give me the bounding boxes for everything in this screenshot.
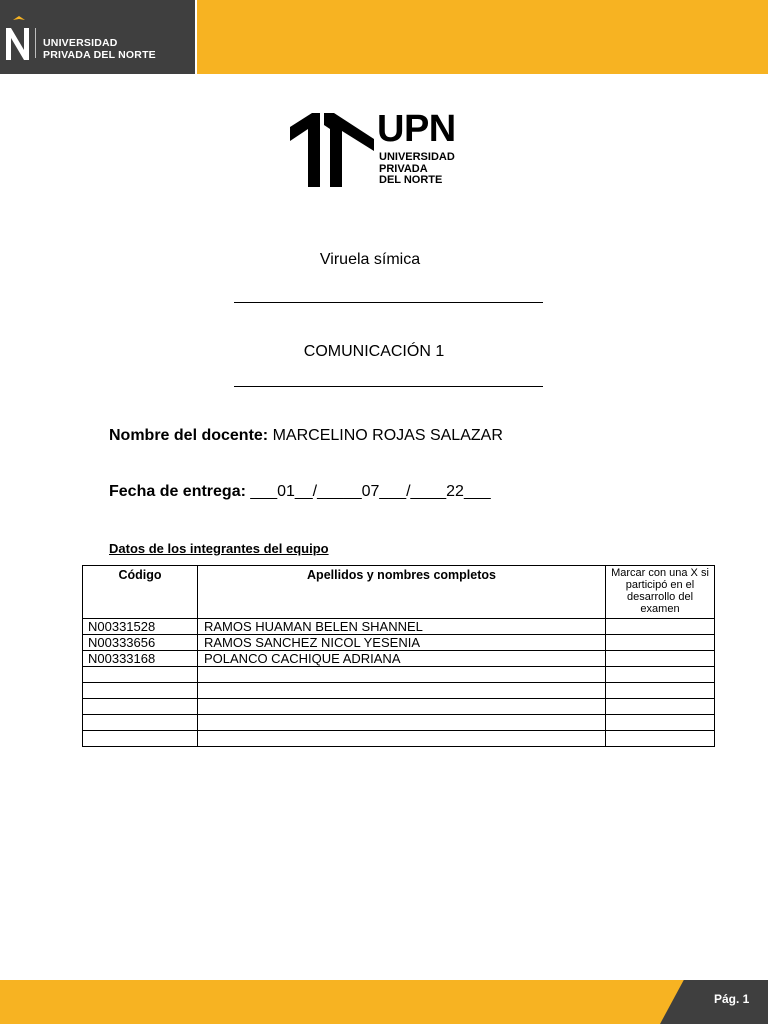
date-label: Fecha de entrega: <box>109 483 246 500</box>
member-code <box>83 683 198 699</box>
team-members-table <box>82 565 715 747</box>
header-university-name: UNIVERSIDAD PRIVADA DEL NORTE <box>43 37 156 61</box>
member-mark[interactable] <box>606 683 715 699</box>
table-row <box>83 635 715 651</box>
member-mark[interactable] <box>606 731 715 747</box>
date-value: ___01__/_____07___/____22___ <box>250 483 491 500</box>
upn-acronym: UPN <box>377 108 456 150</box>
upn-arrow-logo-icon <box>290 113 374 187</box>
member-mark[interactable] <box>606 699 715 715</box>
course-name: COMUNICACIÓN 1 <box>303 343 445 360</box>
member-name <box>198 667 606 683</box>
course-underline <box>234 386 543 387</box>
header-divider <box>35 28 36 58</box>
member-code <box>83 667 198 683</box>
table-row <box>83 651 715 667</box>
footer-yellow-band <box>0 980 700 1024</box>
topic-underline <box>234 302 543 303</box>
member-name <box>198 715 606 731</box>
member-mark[interactable] <box>606 667 715 683</box>
member-code <box>83 731 198 747</box>
team-section-title: Datos de los integrantes del equipo <box>109 541 329 556</box>
member-code: N00333656 <box>83 635 198 651</box>
table-header-row <box>83 566 715 619</box>
table-row <box>83 667 715 683</box>
header-name: Apellidos y nombres completos <box>198 566 606 619</box>
page-number: Pág. 1 <box>714 992 750 1006</box>
member-code <box>83 715 198 731</box>
member-mark[interactable] <box>606 619 715 635</box>
upn-full-name: UNIVERSIDAD PRIVADA DEL NORTE <box>379 151 455 186</box>
header-code: Código <box>83 566 198 619</box>
teacher-field <box>109 427 503 445</box>
member-code: N00333168 <box>83 651 198 667</box>
table-row <box>83 715 715 731</box>
member-name: RAMOS SANCHEZ NICOL YESENIA <box>198 635 606 651</box>
table-row <box>83 699 715 715</box>
member-name: POLANCO CACHIQUE ADRIANA <box>198 651 606 667</box>
member-name: RAMOS HUAMAN BELEN SHANNEL <box>198 619 606 635</box>
member-name <box>198 731 606 747</box>
member-mark[interactable] <box>606 715 715 731</box>
table-row <box>83 619 715 635</box>
member-code: N00331528 <box>83 619 198 635</box>
member-name <box>198 699 606 715</box>
header-brand-panel <box>0 0 195 74</box>
member-mark[interactable] <box>606 651 715 667</box>
teacher-label: Nombre del docente: <box>109 427 269 444</box>
table-row <box>83 683 715 699</box>
document-topic: Viruela símica <box>319 251 421 268</box>
teacher-value: MARCELINO ROJAS SALAZAR <box>272 427 503 444</box>
upn-n-logo-icon <box>2 16 42 64</box>
member-mark[interactable] <box>606 635 715 651</box>
table-row <box>83 731 715 747</box>
member-name <box>198 683 606 699</box>
header-yellow-band <box>197 0 768 74</box>
member-code <box>83 699 198 715</box>
date-field <box>109 483 491 501</box>
header-mark: Marcar con una X si participó en el desarrollo del examen <box>606 566 715 619</box>
